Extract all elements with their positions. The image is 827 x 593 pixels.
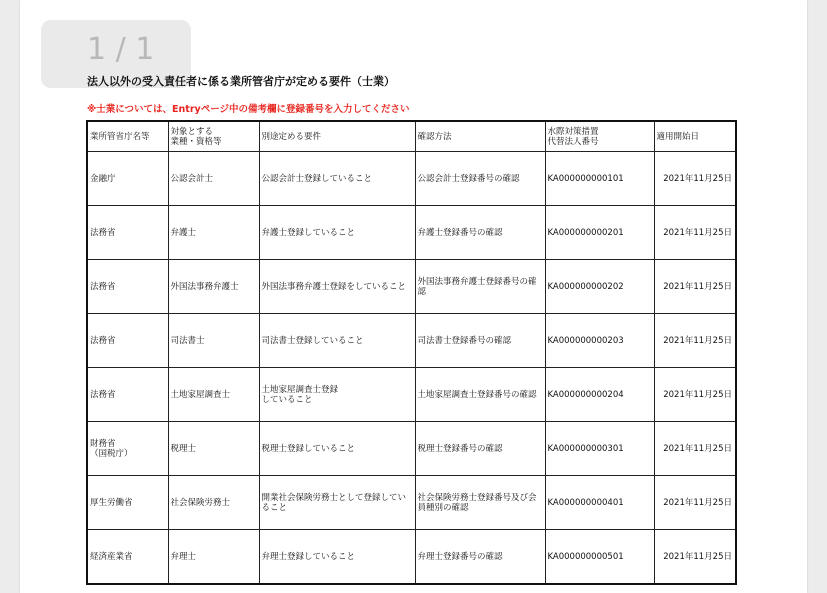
requirement-cell: 弁護士登録していること — [259, 206, 415, 260]
ministry-cell: 法務省 — [87, 368, 168, 422]
requirement-cell: 公認会計士登録していること — [259, 152, 415, 206]
document-title: 法人以外の受入責任者に係る業所管省庁が定める要件（士業） — [87, 75, 395, 88]
verification-cell: 公認会計士登録番号の確認 — [415, 152, 545, 206]
table-header-row — [87, 121, 736, 152]
qualification-cell: 税理士 — [168, 422, 259, 476]
start-date-cell: 2021年11月25日 — [654, 422, 736, 476]
table-row — [87, 476, 736, 530]
table-row — [87, 314, 736, 368]
start-date-cell: 2021年11月25日 — [654, 314, 736, 368]
start-date-cell: 2021年11月25日 — [654, 152, 736, 206]
start-date-cell: 2021年11月25日 — [654, 368, 736, 422]
verification-cell: 税理士登録番号の確認 — [415, 422, 545, 476]
corporate-number-cell: KA000000000401 — [545, 476, 654, 530]
table-row — [87, 152, 736, 206]
table-row — [87, 206, 736, 260]
header-start-date: 適用開始日 — [654, 121, 736, 152]
qualification-cell: 弁護士 — [168, 206, 259, 260]
qualification-cell: 司法書士 — [168, 314, 259, 368]
qualification-cell: 土地家屋調査士 — [168, 368, 259, 422]
ministry-cell: 法務省 — [87, 206, 168, 260]
requirement-cell: 司法書士登録していること — [259, 314, 415, 368]
table-row — [87, 368, 736, 422]
requirement-cell: 開業社会保険労務士として登録していること — [259, 476, 415, 530]
ministry-cell: 金融庁 — [87, 152, 168, 206]
qualification-cell: 外国法事務弁護士 — [168, 260, 259, 314]
table-row — [87, 260, 736, 314]
table-row — [87, 530, 736, 585]
requirement-cell: 税理士登録していること — [259, 422, 415, 476]
corporate-number-cell: KA000000000301 — [545, 422, 654, 476]
ministry-cell: 法務省 — [87, 260, 168, 314]
table-row — [87, 422, 736, 476]
verification-cell: 外国法事務弁護士登録番号の確認 — [415, 260, 545, 314]
start-date-cell: 2021年11月25日 — [654, 530, 736, 585]
requirement-cell: 弁理士登録していること — [259, 530, 415, 585]
header-qualification: 対象とする 業種・資格等 — [168, 121, 259, 152]
header-corporate-number: 水際対策措置 代替法人番号 — [545, 121, 654, 152]
start-date-cell: 2021年11月25日 — [654, 206, 736, 260]
document-note: ※士業については、Entryページ中の備考欄に登録番号を入力してください — [87, 104, 410, 115]
ministry-cell: 経済産業省 — [87, 530, 168, 585]
corporate-number-cell: KA000000000101 — [545, 152, 654, 206]
page-indicator-label: 1 / 1 — [87, 32, 155, 67]
header-verification: 確認方法 — [415, 121, 545, 152]
requirement-cell: 外国法事務弁護士登録をしていること — [259, 260, 415, 314]
ministry-cell: 財務省 （国税庁） — [87, 422, 168, 476]
start-date-cell: 2021年11月25日 — [654, 476, 736, 530]
corporate-number-cell: KA000000000201 — [545, 206, 654, 260]
corporate-number-cell: KA000000000501 — [545, 530, 654, 585]
header-requirement: 別途定める要件 — [259, 121, 415, 152]
corporate-number-cell: KA000000000204 — [545, 368, 654, 422]
corporate-number-cell: KA000000000203 — [545, 314, 654, 368]
verification-cell: 弁理士登録番号の確認 — [415, 530, 545, 585]
ministry-cell: 法務省 — [87, 314, 168, 368]
requirement-cell: 土地家屋調査士登録 していること — [259, 368, 415, 422]
qualification-cell: 弁理士 — [168, 530, 259, 585]
verification-cell: 社会保険労務士登録番号及び会員種別の確認 — [415, 476, 545, 530]
start-date-cell: 2021年11月25日 — [654, 260, 736, 314]
qualification-cell: 公認会計士 — [168, 152, 259, 206]
verification-cell: 司法書士登録番号の確認 — [415, 314, 545, 368]
corporate-number-cell: KA000000000202 — [545, 260, 654, 314]
qualification-cell: 社会保険労務士 — [168, 476, 259, 530]
verification-cell: 弁護士登録番号の確認 — [415, 206, 545, 260]
header-ministry: 業所管省庁名等 — [87, 121, 168, 152]
table-body — [87, 152, 736, 585]
ministry-cell: 厚生労働省 — [87, 476, 168, 530]
verification-cell: 土地家屋調査士登録番号の確認 — [415, 368, 545, 422]
requirements-table — [86, 120, 737, 585]
